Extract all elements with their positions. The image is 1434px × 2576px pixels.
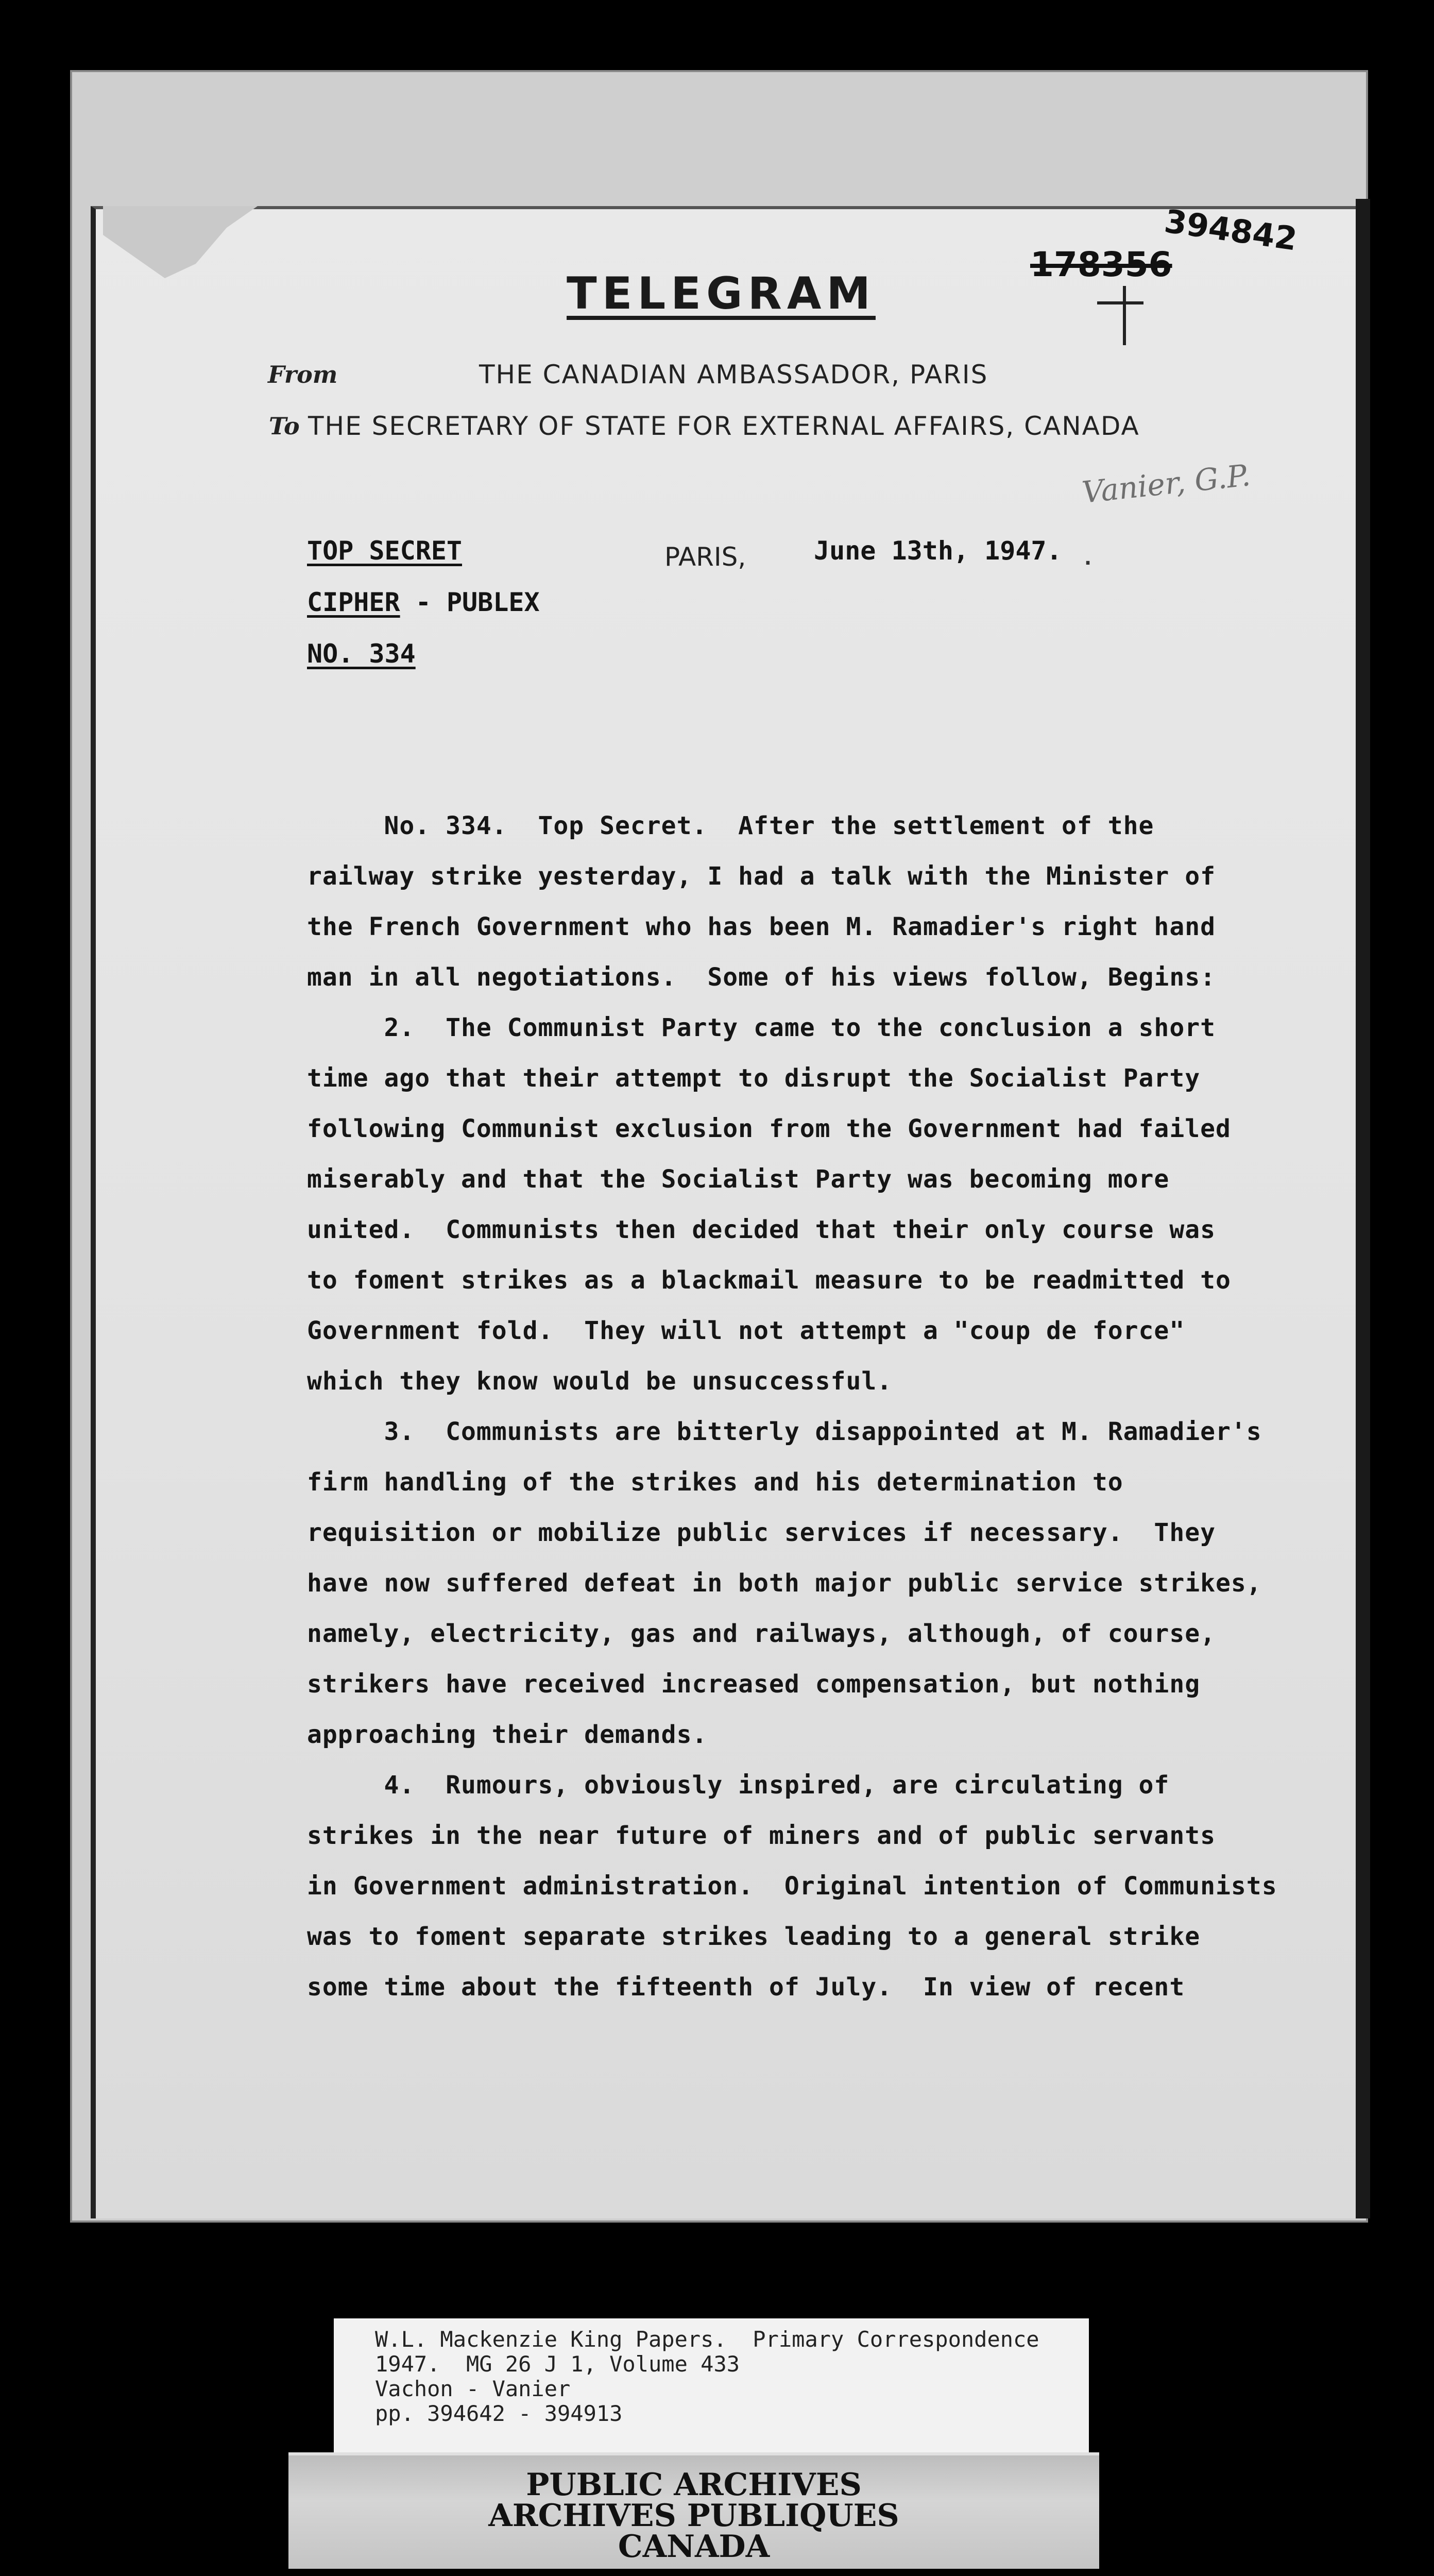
date: June 13th, 1947. <box>814 536 1062 566</box>
citation-card <box>334 2318 1089 2452</box>
sender: THE CANADIAN AMBASSADOR, PARIS <box>479 360 988 389</box>
old-reference-number: 178356 <box>1030 245 1172 284</box>
body-line: 2. The Communist Party came to the conclusion a short <box>307 1013 1216 1042</box>
cipher-label: CIPHER <box>307 587 400 617</box>
body-line: have now suffered defeat in both major public service strikes, <box>307 1569 1262 1598</box>
archives-line: CANADA <box>618 2529 770 2565</box>
reference-mark <box>1123 286 1126 345</box>
body-line: man in all negotiations. Some of his views follow, Begins: <box>307 963 1216 992</box>
citation-line: Vachon - Vanier <box>375 2376 571 2401</box>
body-line: in Government administration. Original intention of Communists <box>307 1872 1277 1901</box>
body-line: Government fold. They will not attempt a "coup de force" <box>307 1316 1185 1345</box>
body-line: approaching their demands. <box>307 1720 708 1749</box>
from-label: From <box>268 361 338 388</box>
body-line: time ago that their attempt to disrupt the Socialist Party <box>307 1064 1201 1093</box>
classification-top-secret: TOP SECRET <box>307 536 463 566</box>
body-line: some time about the fifteenth of July. In view of recent <box>307 1973 1185 2002</box>
to-label: To <box>269 412 300 440</box>
body-line: firm handling of the strikes and his determination to <box>307 1468 1123 1497</box>
body-line: strikes in the near future of miners and of public servants <box>307 1821 1216 1850</box>
handwritten-note: Vanier, G.P. <box>1080 457 1252 510</box>
body-line: strikers have received increased compensation, but nothing <box>307 1670 1201 1699</box>
body-line: railway strike yesterday, I had a talk with the Minister of <box>307 862 1216 891</box>
classification-cipher <box>307 587 540 617</box>
citation-line: pp. 394642 - 394913 <box>375 2401 623 2426</box>
archives-line: PUBLIC ARCHIVES <box>526 2467 862 2503</box>
citation-line: W.L. Mackenzie King Papers. Primary Correspondence <box>375 2327 1039 2352</box>
body-line: to foment strikes as a blackmail measure to be readmitted to <box>307 1266 1231 1295</box>
body-line: namely, electricity, gas and railways, although, of course, <box>307 1619 1216 1648</box>
body-line: miserably and that the Socialist Party was becoming more <box>307 1165 1170 1194</box>
reference-mark <box>1097 301 1143 304</box>
body-line: requisition or mobilize public services if necessary. They <box>307 1518 1216 1547</box>
body-line: united. Communists then decided that their only course was <box>307 1215 1216 1244</box>
place: PARIS, <box>664 542 746 572</box>
body-line: following Communist exclusion from the Government had failed <box>307 1114 1231 1143</box>
body-line: 3. Communists are bitterly disappointed at M. Ramadier's <box>307 1417 1262 1446</box>
body-line: No. 334. Top Secret. After the settlement of the <box>307 811 1154 840</box>
public-archives-stamp <box>288 2452 1099 2569</box>
message-number: NO. 334 <box>307 639 416 669</box>
body-line: which they know would be unsuccessful. <box>307 1367 893 1396</box>
telegram-title: TELEGRAM <box>567 268 876 319</box>
body-line: 4. Rumours, obviously inspired, are circulating of <box>307 1771 1170 1800</box>
citation-line: 1947. MG 26 J 1, Volume 433 <box>375 2351 740 2377</box>
body-line: was to foment separate strikes leading to a general strike <box>307 1922 1201 1951</box>
publex-label: - PUBLEX <box>415 587 540 617</box>
trailing-mark: . <box>1082 546 1095 570</box>
recipient: THE SECRETARY OF STATE FOR EXTERNAL AFFAIRS, CANADA <box>308 411 1140 441</box>
archives-line: ARCHIVES PUBLIQUES <box>488 2498 899 2534</box>
body-line: the French Government who has been M. Ramadier's right hand <box>307 912 1216 941</box>
telegram-page <box>91 206 1363 2218</box>
reference-number: 394842 <box>1162 202 1300 258</box>
